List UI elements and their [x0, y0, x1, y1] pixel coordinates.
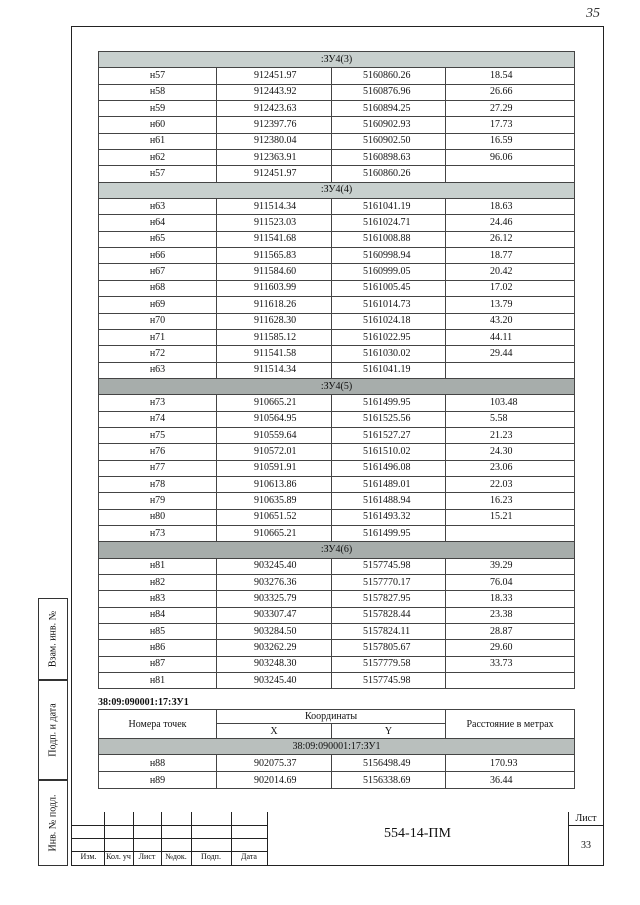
y-cell: 5161014.73 — [332, 297, 446, 313]
distance-cell: 24.46 — [446, 215, 575, 231]
y-cell: 5160876.96 — [332, 84, 446, 100]
point-cell: н75 — [99, 427, 217, 443]
point-cell: н59 — [99, 101, 217, 117]
distance-cell: 18.54 — [446, 68, 575, 84]
x-cell: 910651.52 — [217, 509, 332, 525]
section-title: :ЗУ4(3) — [99, 52, 575, 68]
y-cell: 5161005.45 — [332, 280, 446, 296]
stamp-label-kol: Кол. уч — [106, 852, 131, 861]
table-row — [99, 460, 575, 476]
point-cell: н81 — [99, 558, 217, 574]
distance-cell: 96.06 — [446, 150, 575, 166]
distance-cell: 16.59 — [446, 133, 575, 149]
point-cell: н57 — [99, 68, 217, 84]
y-cell: 5161008.88 — [332, 231, 446, 247]
table-row — [99, 411, 575, 427]
x-cell: 911523.03 — [217, 215, 332, 231]
y-cell: 5161041.19 — [332, 199, 446, 215]
point-cell: н73 — [99, 395, 217, 411]
header-coords: Координаты — [217, 710, 446, 724]
coordinates-table — [98, 51, 575, 689]
table-row — [99, 444, 575, 460]
distance-cell — [446, 362, 575, 378]
section-header-row — [99, 542, 575, 558]
section-header-row — [99, 182, 575, 198]
point-cell: н88 — [99, 755, 217, 772]
distance-cell: 17.02 — [446, 280, 575, 296]
distance-cell: 16.23 — [446, 493, 575, 509]
point-cell: н63 — [99, 362, 217, 378]
y-cell: 5160860.26 — [332, 68, 446, 84]
x-cell: 911628.30 — [217, 313, 332, 329]
sheet-label: Лист — [575, 813, 597, 824]
distance-cell: 76.04 — [446, 575, 575, 591]
point-cell: н65 — [99, 231, 217, 247]
point-cell: н74 — [99, 411, 217, 427]
table-row — [99, 248, 575, 264]
x-cell: 910665.21 — [217, 525, 332, 541]
y-cell: 5160902.93 — [332, 117, 446, 133]
distance-cell: 18.77 — [446, 248, 575, 264]
header-points: Номера точек — [99, 710, 217, 739]
point-cell: н82 — [99, 575, 217, 591]
table-row — [99, 166, 575, 182]
point-cell: н78 — [99, 476, 217, 492]
point-cell: н60 — [99, 117, 217, 133]
distance-cell: 36.44 — [446, 772, 575, 789]
distance-cell — [446, 673, 575, 689]
x-cell: 911584.60 — [217, 264, 332, 280]
parcel-table — [98, 709, 575, 789]
x-cell: 911603.99 — [217, 280, 332, 296]
parcel-section-title: 38:09:090001:17:ЗУ1 — [99, 739, 575, 755]
point-cell: н70 — [99, 313, 217, 329]
distance-cell: 44.11 — [446, 329, 575, 345]
y-cell: 5156498.49 — [332, 755, 446, 772]
x-cell: 912363.91 — [217, 150, 332, 166]
y-cell: 5161525.56 — [332, 411, 446, 427]
x-cell: 910635.89 — [217, 493, 332, 509]
y-cell: 5161493.32 — [332, 509, 446, 525]
point-cell: н76 — [99, 444, 217, 460]
distance-cell — [446, 166, 575, 182]
distance-cell: 23.38 — [446, 607, 575, 623]
table-row — [99, 346, 575, 362]
y-cell: 5160999.05 — [332, 264, 446, 280]
y-cell: 5161510.02 — [332, 444, 446, 460]
y-cell: 5161024.71 — [332, 215, 446, 231]
x-cell: 911514.34 — [217, 199, 332, 215]
side-label-inv: Инв. № подл. — [47, 794, 59, 852]
x-cell: 903262.29 — [217, 640, 332, 656]
x-cell: 912443.92 — [217, 84, 332, 100]
point-cell: н80 — [99, 509, 217, 525]
distance-cell: 24.30 — [446, 444, 575, 460]
y-cell: 5160898.63 — [332, 150, 446, 166]
table-row — [99, 525, 575, 541]
section-title: :ЗУ4(5) — [99, 378, 575, 394]
title-block — [71, 812, 604, 866]
point-cell: н68 — [99, 280, 217, 296]
point-cell: н89 — [99, 772, 217, 789]
header-distance: Расстояние в метрах — [446, 710, 575, 739]
side-label-vzam: Взам. инв. № — [47, 610, 59, 668]
table-row — [99, 68, 575, 84]
distance-cell: 17.73 — [446, 117, 575, 133]
point-cell: н79 — [99, 493, 217, 509]
section-header-row — [99, 52, 575, 68]
x-cell: 911618.26 — [217, 297, 332, 313]
table-row — [99, 591, 575, 607]
distance-cell: 27.29 — [446, 101, 575, 117]
distance-cell: 21.23 — [446, 427, 575, 443]
document-code: 554-14-ПМ — [384, 826, 451, 841]
distance-cell: 28.87 — [446, 624, 575, 640]
x-cell: 910572.01 — [217, 444, 332, 460]
stamp-label-izm: Изм. — [80, 852, 97, 861]
table-row — [99, 673, 575, 689]
table-row — [99, 755, 575, 772]
x-cell: 903245.40 — [217, 673, 332, 689]
y-cell: 5161030.02 — [332, 346, 446, 362]
point-cell: н73 — [99, 525, 217, 541]
x-cell: 903325.79 — [217, 591, 332, 607]
table-row — [99, 575, 575, 591]
y-cell: 5157745.98 — [332, 558, 446, 574]
point-cell: н61 — [99, 133, 217, 149]
x-cell: 910665.21 — [217, 395, 332, 411]
y-cell: 5157805.67 — [332, 640, 446, 656]
y-cell: 5160894.25 — [332, 101, 446, 117]
section-title: :ЗУ4(6) — [99, 542, 575, 558]
stamp-label-list: Лист — [138, 852, 156, 861]
table-row — [99, 231, 575, 247]
distance-cell: 20.42 — [446, 264, 575, 280]
point-cell: н81 — [99, 673, 217, 689]
point-cell: н77 — [99, 460, 217, 476]
distance-cell: 18.63 — [446, 199, 575, 215]
distance-cell: 15.21 — [446, 509, 575, 525]
point-cell: н71 — [99, 329, 217, 345]
point-cell: н63 — [99, 199, 217, 215]
x-cell: 910564.95 — [217, 411, 332, 427]
distance-cell: 18.33 — [446, 591, 575, 607]
x-cell: 903284.50 — [217, 624, 332, 640]
y-cell: 5161527.27 — [332, 427, 446, 443]
distance-cell: 5.58 — [446, 411, 575, 427]
y-cell: 5161041.19 — [332, 362, 446, 378]
point-cell: н87 — [99, 656, 217, 672]
x-cell: 912380.04 — [217, 133, 332, 149]
x-cell: 911585.12 — [217, 329, 332, 345]
x-cell: 910591.91 — [217, 460, 332, 476]
table-row — [99, 133, 575, 149]
x-cell: 903307.47 — [217, 607, 332, 623]
section-title: :ЗУ4(4) — [99, 182, 575, 198]
y-cell: 5161024.18 — [332, 313, 446, 329]
y-cell: 5161489.01 — [332, 476, 446, 492]
y-cell: 5160860.26 — [332, 166, 446, 182]
y-cell: 5161496.08 — [332, 460, 446, 476]
y-cell: 5157824.11 — [332, 624, 446, 640]
x-cell: 903276.36 — [217, 575, 332, 591]
y-cell: 5160902.50 — [332, 133, 446, 149]
table-row — [99, 329, 575, 345]
stamp-label-ndok: №док. — [165, 852, 187, 861]
y-cell: 5156338.69 — [332, 772, 446, 789]
point-cell: н69 — [99, 297, 217, 313]
side-box-inv — [38, 780, 68, 866]
table-row — [99, 199, 575, 215]
table-row — [99, 493, 575, 509]
x-cell: 912423.63 — [217, 101, 332, 117]
x-cell: 911565.83 — [217, 248, 332, 264]
distance-cell: 43.20 — [446, 313, 575, 329]
x-cell: 911514.34 — [217, 362, 332, 378]
table-row — [99, 150, 575, 166]
distance-cell: 33.73 — [446, 656, 575, 672]
table-row — [99, 624, 575, 640]
table-row — [99, 772, 575, 789]
y-cell: 5157770.17 — [332, 575, 446, 591]
table-row — [99, 558, 575, 574]
table-row — [99, 362, 575, 378]
point-cell: н67 — [99, 264, 217, 280]
table-row — [99, 313, 575, 329]
side-box-podp — [38, 680, 68, 780]
table-row — [99, 509, 575, 525]
point-cell: н58 — [99, 84, 217, 100]
x-cell: 902075.37 — [217, 755, 332, 772]
side-label-podp: Подп. и дата — [47, 703, 59, 757]
y-cell: 5161499.95 — [332, 525, 446, 541]
table-row — [99, 640, 575, 656]
table-row — [99, 84, 575, 100]
y-cell: 5161488.94 — [332, 493, 446, 509]
y-cell: 5157828.44 — [332, 607, 446, 623]
table-row — [99, 280, 575, 296]
header-x: X — [217, 724, 332, 739]
y-cell: 5157779.58 — [332, 656, 446, 672]
table-row — [99, 656, 575, 672]
point-cell: н83 — [99, 591, 217, 607]
table-row — [99, 607, 575, 623]
table-row — [99, 395, 575, 411]
point-cell: н85 — [99, 624, 217, 640]
point-cell: н57 — [99, 166, 217, 182]
x-cell: 912397.76 — [217, 117, 332, 133]
point-cell: н66 — [99, 248, 217, 264]
table-row — [99, 297, 575, 313]
x-cell: 903248.30 — [217, 656, 332, 672]
distance-cell: 23.06 — [446, 460, 575, 476]
stamp-label-data: Дата — [241, 852, 257, 861]
y-cell: 5157745.98 — [332, 673, 446, 689]
y-cell: 5160998.94 — [332, 248, 446, 264]
distance-cell — [446, 525, 575, 541]
x-cell: 911541.68 — [217, 231, 332, 247]
section-header-row — [99, 378, 575, 394]
distance-cell: 26.12 — [446, 231, 575, 247]
point-cell: н86 — [99, 640, 217, 656]
x-cell: 910613.86 — [217, 476, 332, 492]
x-cell: 912451.97 — [217, 68, 332, 84]
y-cell: 5161022.95 — [332, 329, 446, 345]
table-row — [99, 476, 575, 492]
x-cell: 911541.58 — [217, 346, 332, 362]
y-cell: 5161499.95 — [332, 395, 446, 411]
side-box-vzam — [38, 598, 68, 680]
distance-cell: 22.03 — [446, 476, 575, 492]
header-y: Y — [332, 724, 446, 739]
point-cell: н72 — [99, 346, 217, 362]
distance-cell: 13.79 — [446, 297, 575, 313]
handwritten-page-number: 35 — [586, 6, 600, 21]
x-cell: 910559.64 — [217, 427, 332, 443]
stamp-label-podp: Подп. — [201, 852, 221, 861]
table-row — [99, 215, 575, 231]
table-row — [99, 427, 575, 443]
distance-cell: 29.44 — [446, 346, 575, 362]
point-cell: н62 — [99, 150, 217, 166]
x-cell: 912451.97 — [217, 166, 332, 182]
parcel-title: 38:09:090001:17:ЗУ1 — [98, 697, 189, 708]
point-cell: н64 — [99, 215, 217, 231]
x-cell: 902014.69 — [217, 772, 332, 789]
distance-cell: 29.60 — [446, 640, 575, 656]
distance-cell: 103.48 — [446, 395, 575, 411]
table-row — [99, 101, 575, 117]
table-row — [99, 264, 575, 280]
point-cell: н84 — [99, 607, 217, 623]
table-row — [99, 117, 575, 133]
distance-cell: 39.29 — [446, 558, 575, 574]
distance-cell: 170.93 — [446, 755, 575, 772]
sheet-number: 33 — [581, 840, 591, 851]
x-cell: 903245.40 — [217, 558, 332, 574]
y-cell: 5157827.95 — [332, 591, 446, 607]
distance-cell: 26.66 — [446, 84, 575, 100]
